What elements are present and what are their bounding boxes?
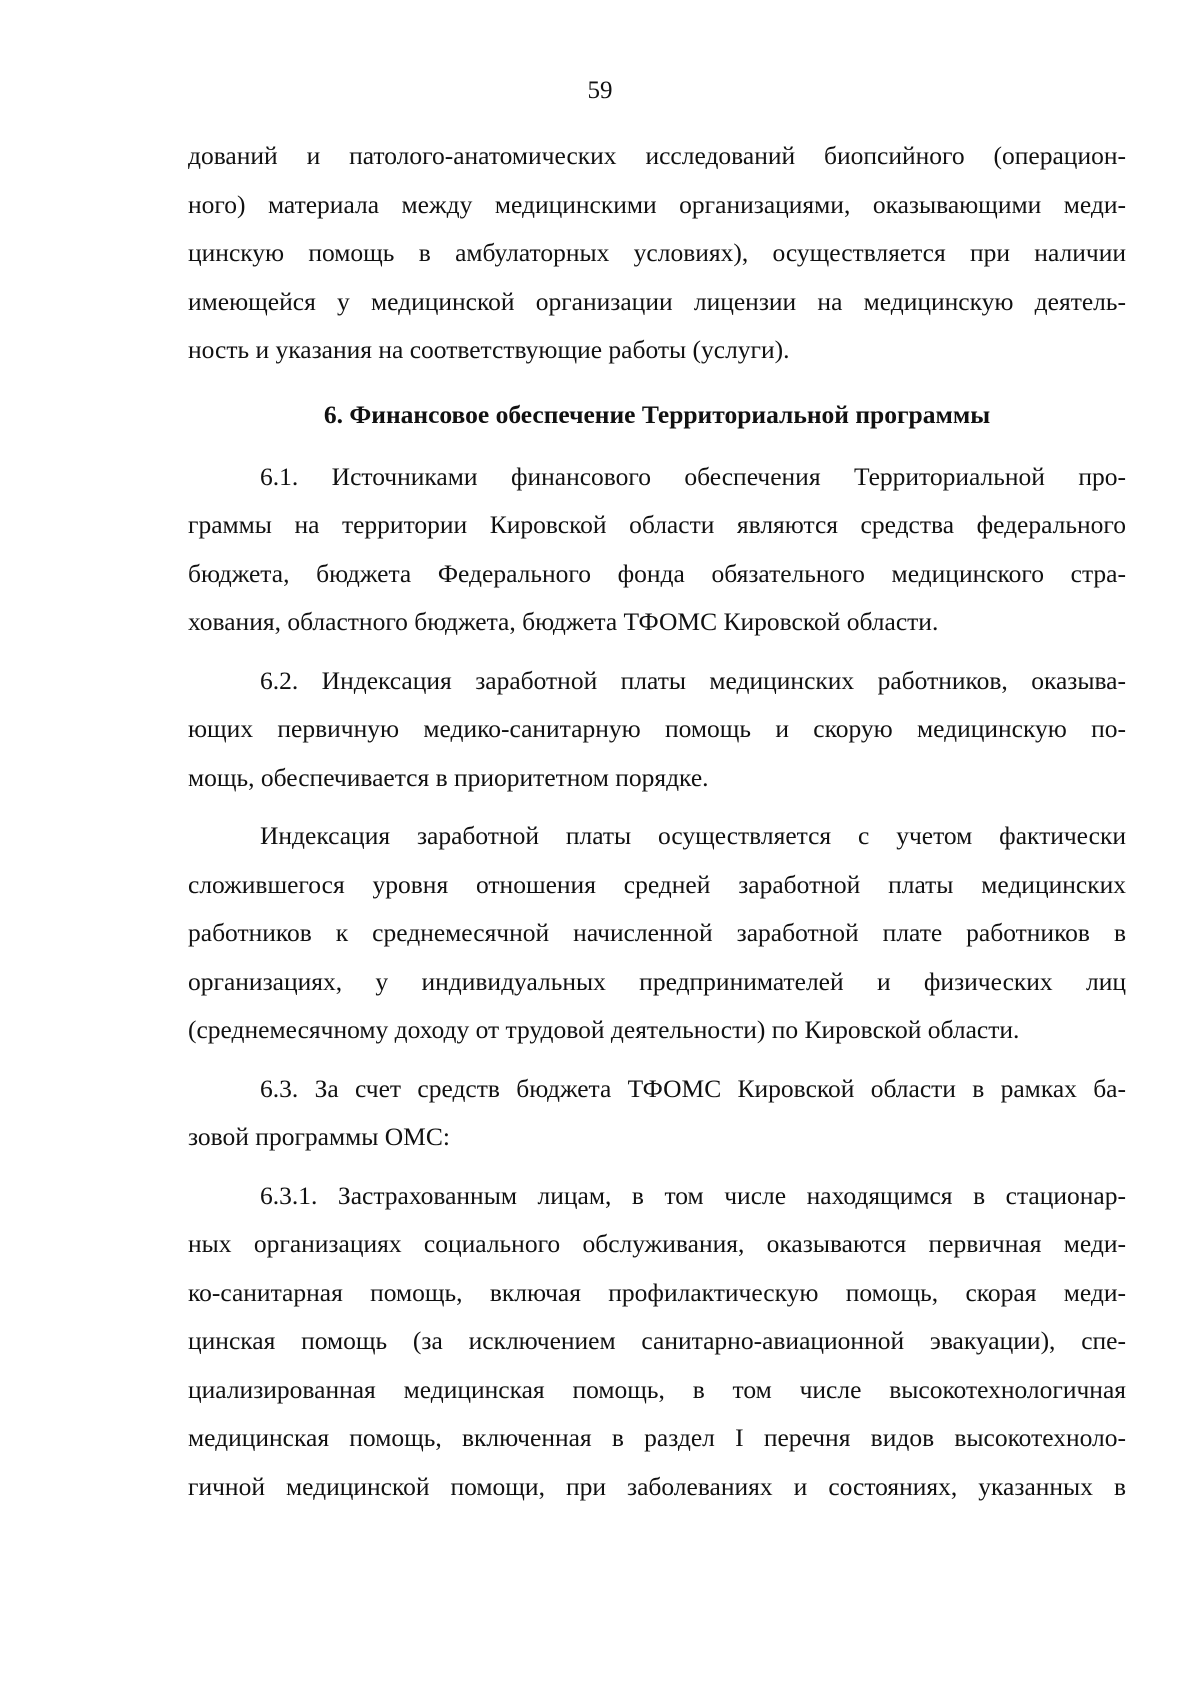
- text-line: бюджета, бюджета Федерального фонда обязательного медицинского стра-: [188, 558, 1126, 588]
- text-line: гичной медицинской помощи, при заболеваниях и состояниях, указанных в: [188, 1471, 1126, 1501]
- text-line: 6.3. За счет средств бюджета ТФОМС Кировской области в рамках ба-: [260, 1073, 1126, 1103]
- text-line: зовой программы ОМС:: [188, 1122, 450, 1151]
- text-line: ность и указания на соответствующие работы (услуги).: [188, 335, 790, 364]
- section-heading: 6. Финансовое обеспечение Территориальной программы: [323, 399, 991, 429]
- page-content: [188, 132, 1126, 1511]
- text-line: ного) материала между медицинскими организациями, оказывающими меди-: [188, 189, 1126, 219]
- text-line: циализированная медицинская помощь, в том числе высокотехнологичная: [188, 1374, 1126, 1404]
- text-line: цинскую помощь в амбулаторных условиях), осуществляется при наличии: [188, 238, 1126, 267]
- paragraph-6-3-1: [188, 1172, 1126, 1512]
- text-line: ко-санитарная помощь, включая профилактическую помощь, скорая меди-: [188, 1277, 1126, 1307]
- text-line: медицинская помощь, включенная в раздел I перечня видов высокотехноло-: [188, 1423, 1126, 1452]
- text-line: имеющейся у медицинской организации лицензии на медицинскую деятель-: [188, 286, 1126, 316]
- text-line: цинская помощь (за исключением санитарно-авиационной эвакуации), спе-: [188, 1326, 1126, 1355]
- text-line: 6.1. Источниками финансового обеспечения Территориальной про-: [260, 461, 1126, 491]
- text-line: хования, областного бюджета, бюджета ТФОМС Кировской области.: [188, 607, 939, 636]
- text-line: 6.3.1. Застрахованным лицам, в том числе находящимся в стационар-: [260, 1180, 1126, 1210]
- text-line: мощь, обеспечивается в приоритетном порядке.: [188, 762, 709, 792]
- paragraph-6-1: [188, 453, 1126, 647]
- text-line: дований и патолого-анатомических исследований биопсийного (операцион-: [188, 141, 1126, 170]
- paragraph-6-2: [188, 657, 1126, 803]
- text-line: Индексация заработной платы осуществляется с учетом фактически: [260, 821, 1126, 850]
- intro-paragraph: [188, 132, 1126, 375]
- text-line: граммы на территории Кировской области являются средства федерального: [188, 510, 1126, 539]
- text-line: работников к среднемесячной начисленной заработной плате работников в: [188, 918, 1126, 947]
- text-line: организациях, у индивидуальных предпринимателей и физических лиц: [188, 966, 1126, 996]
- text-line: (среднемесячному доходу от трудовой деятельности) по Кировской области.: [188, 1015, 1020, 1044]
- text-line: ных организациях социального обслуживания, оказываются первичная меди-: [188, 1229, 1126, 1258]
- text-line: сложившегося уровня отношения средней заработной платы медицинских: [188, 869, 1126, 899]
- page-number: 59: [587, 77, 613, 104]
- text-line: 6.2. Индексация заработной платы медицинских работников, оказыва-: [260, 665, 1126, 695]
- paragraph-6-3: [188, 1065, 1126, 1162]
- text-line: ющих первичную медико-санитарную помощь и скорую медицинскую по-: [188, 714, 1126, 743]
- paragraph-indexation: [188, 812, 1126, 1055]
